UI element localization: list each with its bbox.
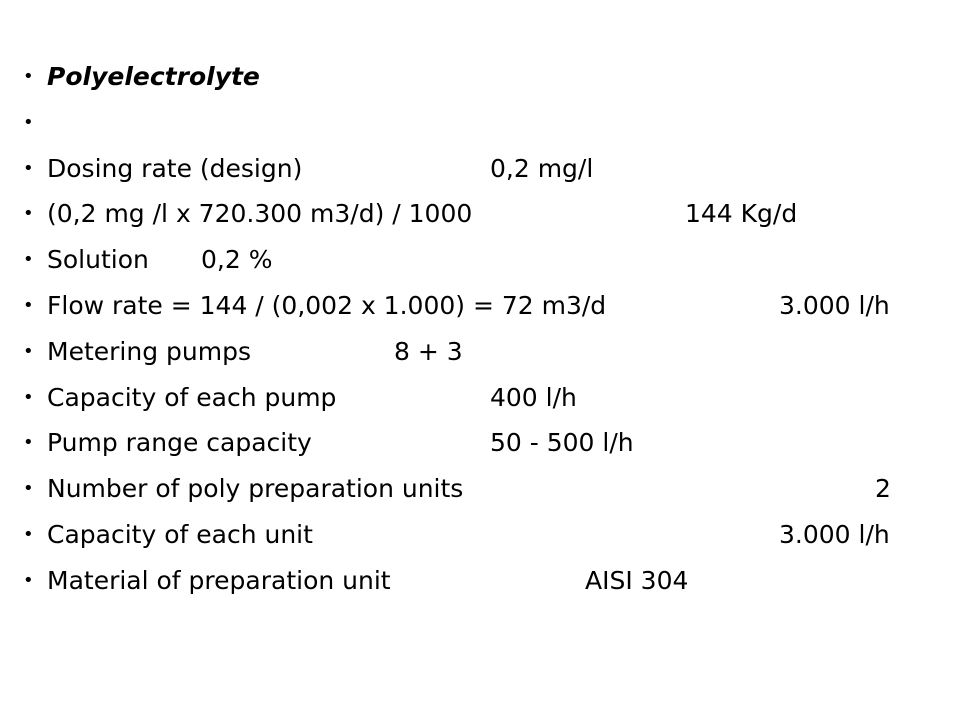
list-item-empty <box>0 100 960 146</box>
item-value: 144 Kg/d <box>685 199 798 229</box>
bullet-icon: • <box>23 111 34 133</box>
item-value: 3.000 l/h <box>779 519 890 549</box>
bullet-icon: • <box>23 432 34 454</box>
item-label: Number of poly preparation units <box>47 474 464 504</box>
section-title: Polyelectrolyte <box>47 62 260 91</box>
item-value: 3.000 l/h <box>779 290 890 320</box>
list-item-flow-rate <box>0 283 960 329</box>
item-label: Capacity of each pump <box>47 382 337 412</box>
item-value: 8 + 3 <box>394 336 463 366</box>
item-value: 400 l/h <box>490 382 577 412</box>
list-item-dosing-rate <box>0 146 960 192</box>
bullet-icon: • <box>23 249 34 271</box>
list-item-daily-dose <box>0 191 960 237</box>
list-item-pump-range <box>0 420 960 466</box>
bullet-icon: • <box>23 157 34 179</box>
item-label: Metering pumps <box>47 336 251 366</box>
item-label: Dosing rate (design) <box>47 153 303 183</box>
item-value: 2 <box>875 474 891 504</box>
list-item-unit-capacity <box>0 512 960 558</box>
list-item-pump-capacity <box>0 375 960 421</box>
list-item-metering-pumps <box>0 329 960 375</box>
item-label: Flow rate = 144 / (0,002 x 1.000) = 72 m3/d <box>47 290 607 320</box>
bullet-icon: • <box>23 66 34 87</box>
item-value: 0,2 mg/l <box>490 153 594 183</box>
bullet-icon: • <box>23 203 34 225</box>
item-label: Solution <box>47 245 149 275</box>
list-item-preparation-units <box>0 466 960 512</box>
bullet-icon: • <box>23 478 34 500</box>
item-label: (0,2 mg /l x 720.300 m3/d) / 1000 <box>47 199 473 229</box>
bullet-icon: • <box>23 386 34 408</box>
item-label: Pump range capacity <box>47 428 312 458</box>
item-value: AISI 304 <box>585 565 689 595</box>
bullet-list <box>0 54 960 604</box>
item-value: 0,2 % <box>201 245 273 275</box>
bullet-icon: • <box>23 569 34 591</box>
bullet-icon: • <box>23 340 34 362</box>
list-item-material <box>0 558 960 604</box>
item-label: Material of preparation unit <box>47 565 391 595</box>
item-label: Capacity of each unit <box>47 519 313 549</box>
item-value: 50 - 500 l/h <box>490 428 634 458</box>
list-item-solution <box>0 237 960 283</box>
bullet-icon: • <box>23 523 34 545</box>
list-item-title <box>0 54 960 100</box>
bullet-icon: • <box>23 294 34 316</box>
